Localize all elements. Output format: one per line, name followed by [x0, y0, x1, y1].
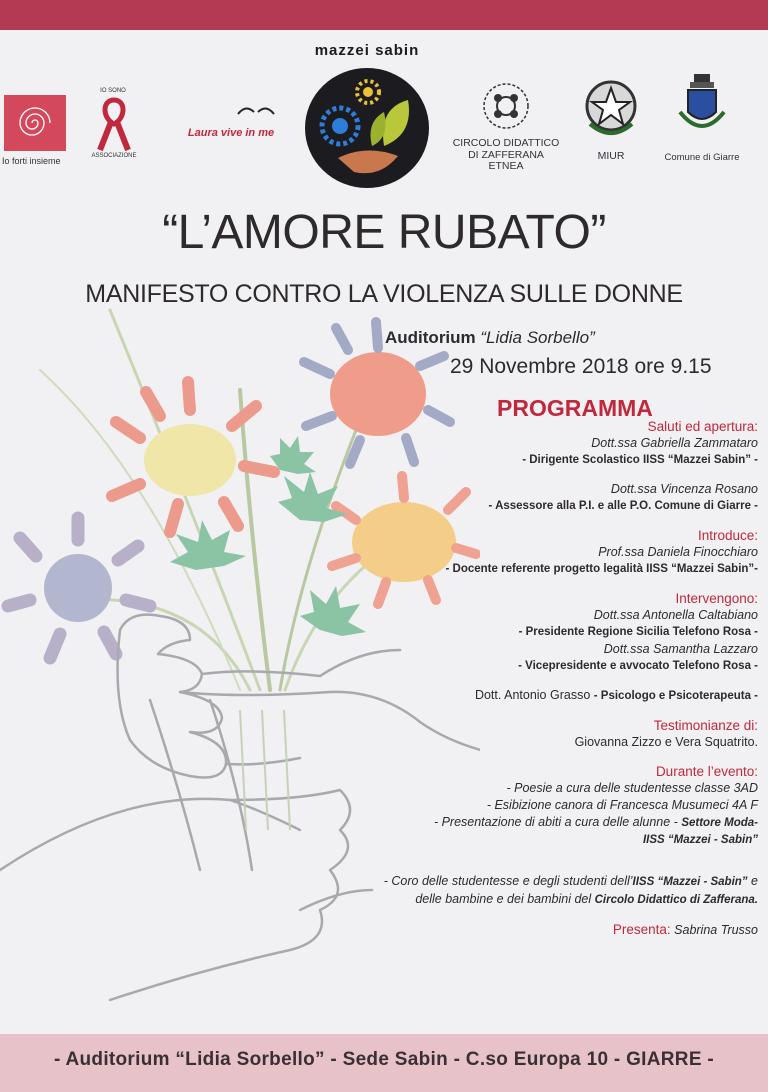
speakers-label: Intervengono:	[675, 591, 758, 606]
choir-line-1	[338, 873, 758, 891]
comune-caption: Comune di Giarre	[664, 152, 740, 163]
testimony-label: Testimonianze di:	[653, 718, 758, 733]
footer-address: - Auditorium “Lidia Sorbello” - Sede Sabin - C.so Europa 10 - GIARRE -	[53, 1049, 714, 1070]
opening-2-role: - Assessore alla P.I. e alle P.O. Comune di Giarre -	[488, 500, 758, 512]
speaker-3-role: - Psicologo e Psicoterapeuta -	[593, 690, 758, 702]
laura-vive-text: Laura vive in me	[187, 127, 275, 139]
event-datetime: 29 Novembre 2018 ore 9.15	[450, 355, 712, 378]
during-item-3-text: - Presentazione di abiti a cura delle alunne -	[433, 815, 678, 829]
intro-role: - Docente referente progetto legalità IISS “Mazzei Sabin”-	[445, 563, 758, 575]
poster-subtitle: MANIFESTO CONTRO LA VIOLENZA SULLE DONNE	[85, 280, 683, 308]
opening-label: Saluti ed apertura:	[647, 419, 758, 434]
speaker-3-name: Dott. Antonio Grasso	[474, 688, 591, 702]
circolo-caption-1: CIRCOLO DIDATTICO	[452, 137, 560, 149]
programma-heading: PROGRAMMA	[497, 395, 653, 421]
during-item-3-bold: Settore Moda-	[681, 817, 758, 829]
mazzei-sabin-logo-icon	[302, 42, 432, 192]
choir-2-school: Circolo Didattico di Zafferana.	[594, 894, 758, 906]
during-item-2: - Esibizione canora di Francesca Musumeci 4A F	[486, 798, 758, 812]
miur-caption: MIUR	[597, 150, 625, 162]
intro-name: Prof.ssa Daniela Finocchiaro	[598, 545, 758, 559]
program-list	[338, 418, 758, 939]
choir-1-end: e	[747, 874, 758, 888]
circolo-caption-2: DI ZAFFERANA ETNEA	[468, 149, 544, 172]
testimony-names: Giovanna Zizzo e Vera Squatrito.	[574, 735, 758, 749]
mazzei-logo-text: mazzei sabin	[314, 42, 420, 59]
spiral-logo-icon	[4, 95, 68, 155]
choir-1-text: - Coro delle studentesse e degli studenti dell’	[383, 874, 633, 888]
speaker-2-name: Dott.ssa Samantha Lazzaro	[603, 642, 758, 656]
speaker-3-line	[338, 687, 758, 705]
venue-line	[385, 328, 595, 348]
purple-flower-icon	[8, 518, 150, 658]
opening-2-name: Dott.ssa Vincenza Rosano	[610, 482, 758, 496]
opening-1-name: Dott.ssa Gabriella Zammataro	[591, 436, 758, 450]
presents-name: Sabrina Trusso	[674, 923, 758, 937]
choir-2-text: delle bambine e dei bambini del	[415, 892, 595, 906]
eye-sketch-icon	[236, 100, 276, 122]
choir-line-2	[338, 891, 758, 909]
opening-1-role: - Dirigente Scolastico IISS “Mazzei Sabin” -	[522, 454, 758, 466]
italian-emblem-icon	[580, 76, 642, 142]
speaker-1-name: Dott.ssa Antonella Caltabiano	[593, 608, 758, 622]
choir-1-school: IISS “Mazzei - Sabin”	[632, 876, 748, 888]
ribbon-caption-bottom: ASSOCIAZIONE	[91, 153, 137, 159]
intro-label: Introduce:	[697, 528, 758, 543]
presents-line	[338, 921, 758, 939]
venue-name: “Lidia Sorbello”	[480, 328, 595, 347]
presents-label: Presenta:	[612, 922, 671, 937]
giarre-coat-of-arms-icon	[672, 72, 732, 144]
during-item-1: - Poesie a cura delle studentesse classe 3AD	[506, 781, 758, 795]
ribbon-caption-top: IO SONO	[100, 88, 126, 94]
circolo-didattico-logo-icon	[478, 78, 534, 134]
red-ribbon-icon	[92, 92, 136, 156]
speaker-2-role: - Vicepresidente e avvocato Telefono Rosa -	[518, 660, 758, 672]
venue-prefix: Auditorium	[385, 328, 476, 347]
poster-title: “L’AMORE RUBATO”	[162, 206, 606, 259]
during-item-3-school: IISS “Mazzei - Sabin”	[642, 834, 758, 846]
left-logo-caption: Io forti insieme	[2, 156, 61, 166]
during-label: Durante l’evento:	[655, 764, 758, 779]
speaker-1-role: - Presidente Regione Sicilia Telefono Rosa -	[518, 626, 758, 638]
during-item-3	[338, 814, 758, 832]
